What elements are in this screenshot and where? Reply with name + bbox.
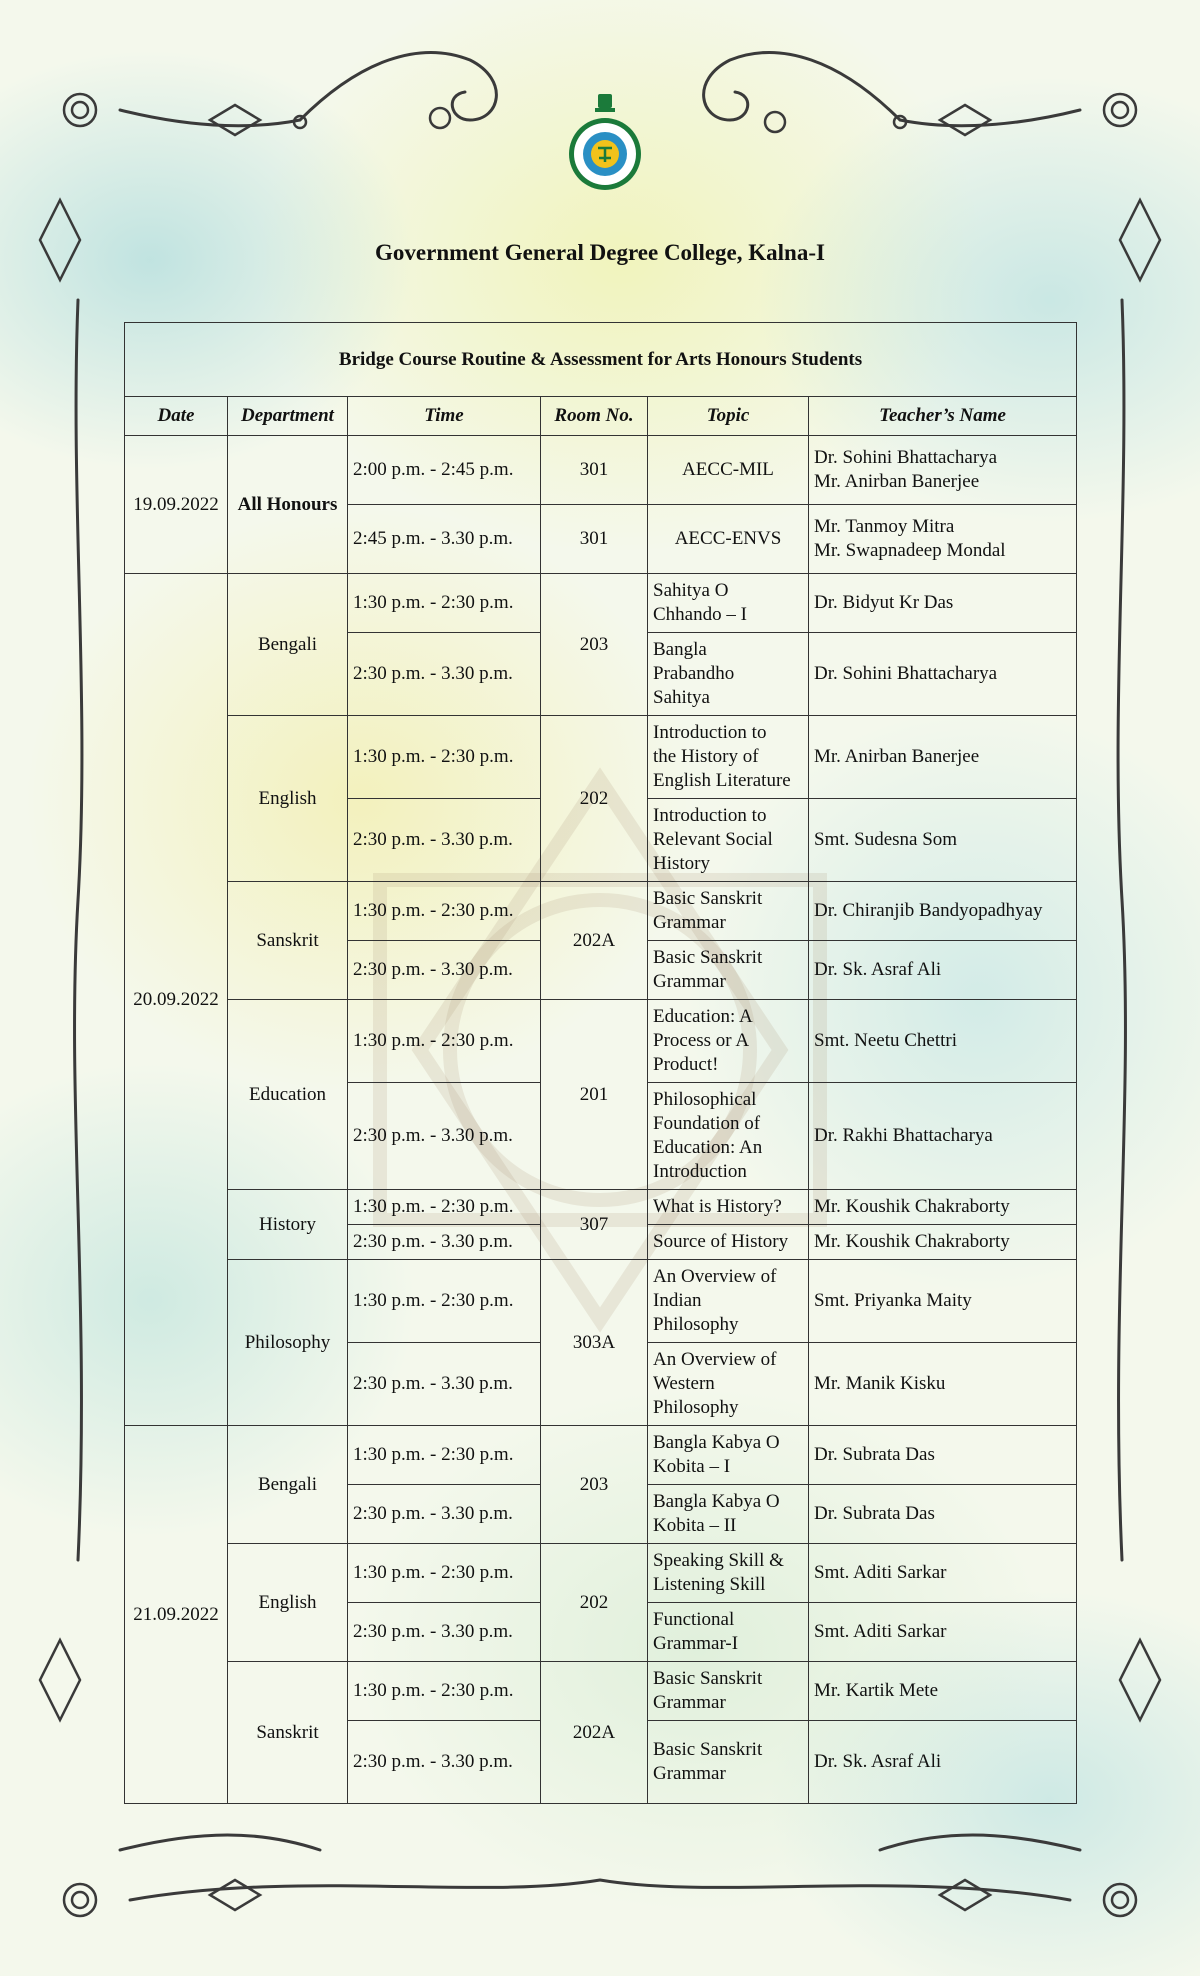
routine-heading-row (125, 323, 1077, 397)
column-header-time: Time (348, 397, 541, 436)
table-row (125, 716, 1077, 799)
routine-table (124, 322, 1077, 1804)
topic-cell: An Overview of Indian Philosophy (648, 1260, 809, 1343)
column-header-topic: Topic (648, 397, 809, 436)
time-cell: 1:30 p.m. - 2:30 p.m. (348, 1426, 541, 1485)
table-row (125, 1190, 1077, 1225)
topic-cell: Bangla Kabya O Kobita – I (648, 1426, 809, 1485)
department-cell: All Honours (228, 436, 348, 574)
time-cell: 2:45 p.m. - 3.30 p.m. (348, 505, 541, 574)
topic-cell: Introduction to the History of English Literature (648, 716, 809, 799)
topic-cell: An Overview of Western Philosophy (648, 1343, 809, 1426)
table-row (125, 1260, 1077, 1343)
teacher-cell: Smt. Aditi Sarkar (809, 1544, 1077, 1603)
department-cell: History (228, 1190, 348, 1260)
table-row (125, 1662, 1077, 1721)
department-cell: Bengali (228, 574, 348, 716)
time-cell: 2:30 p.m. - 3.30 p.m. (348, 941, 541, 1000)
teacher-cell: Mr. Manik Kisku (809, 1343, 1077, 1426)
topic-cell: Education: A Process or A Product! (648, 1000, 809, 1083)
room-cell: 303A (541, 1260, 648, 1426)
topic-cell: Bangla Kabya O Kobita – II (648, 1485, 809, 1544)
topic-cell: Speaking Skill & Listening Skill (648, 1544, 809, 1603)
room-cell: 203 (541, 574, 648, 716)
topic-cell: Sahitya O Chhando – I (648, 574, 809, 633)
topic-cell: Basic Sanskrit Grammar (648, 941, 809, 1000)
teacher-cell: Mr. Koushik Chakraborty (809, 1225, 1077, 1260)
teacher-cell: Dr. Sk. Asraf Ali (809, 1721, 1077, 1804)
table-row (125, 436, 1077, 505)
date-cell: 21.09.2022 (125, 1426, 228, 1804)
room-cell: 301 (541, 505, 648, 574)
time-cell: 1:30 p.m. - 2:30 p.m. (348, 1544, 541, 1603)
teacher-cell: Dr. Sohini Bhattacharya (809, 633, 1077, 716)
college-emblem-logo (566, 92, 644, 196)
teacher-cell: Smt. Sudesna Som (809, 799, 1077, 882)
routine-heading: Bridge Course Routine & Assessment for Arts Honours Students (125, 323, 1077, 397)
teacher-cell: Smt. Aditi Sarkar (809, 1603, 1077, 1662)
teacher-cell: Mr. Kartik Mete (809, 1662, 1077, 1721)
department-cell: Sanskrit (228, 1662, 348, 1804)
time-cell: 2:30 p.m. - 3.30 p.m. (348, 799, 541, 882)
department-cell: English (228, 716, 348, 882)
teacher-cell: Dr. Subrata Das (809, 1485, 1077, 1544)
topic-cell: Basic Sanskrit Grammar (648, 1662, 809, 1721)
topic-cell: Basic Sanskrit Grammar (648, 1721, 809, 1804)
column-header-teacher: Teacher’s Name (809, 397, 1077, 436)
teacher-cell: Dr. Bidyut Kr Das (809, 574, 1077, 633)
column-header-row (125, 397, 1077, 436)
time-cell: 1:30 p.m. - 2:30 p.m. (348, 882, 541, 941)
topic-cell: Introduction to Relevant Social History (648, 799, 809, 882)
table-row (125, 882, 1077, 941)
column-header-department: Department (228, 397, 348, 436)
column-header-room: Room No. (541, 397, 648, 436)
time-cell: 1:30 p.m. - 2:30 p.m. (348, 716, 541, 799)
topic-cell: Functional Grammar-I (648, 1603, 809, 1662)
time-cell: 2:30 p.m. - 3.30 p.m. (348, 1225, 541, 1260)
teacher-cell: Smt. Priyanka Maity (809, 1260, 1077, 1343)
department-cell: Education (228, 1000, 348, 1190)
topic-cell: Philosophical Foundation of Education: An Introduction (648, 1083, 809, 1190)
teacher-cell: Dr. Rakhi Bhattacharya (809, 1083, 1077, 1190)
topic-cell: What is History? (648, 1190, 809, 1225)
teacher-cell: Mr. Koushik Chakraborty (809, 1190, 1077, 1225)
teacher-cell: Dr. Chiranjib Bandyopadhyay (809, 882, 1077, 941)
time-cell: 2:30 p.m. - 3.30 p.m. (348, 1485, 541, 1544)
department-cell: Sanskrit (228, 882, 348, 1000)
topic-cell: Bangla Prabandho Sahitya (648, 633, 809, 716)
room-cell: 203 (541, 1426, 648, 1544)
time-cell: 1:30 p.m. - 2:30 p.m. (348, 1662, 541, 1721)
teacher-cell: Smt. Neetu Chettri (809, 1000, 1077, 1083)
table-row (125, 1426, 1077, 1485)
room-cell: 202 (541, 716, 648, 882)
teacher-cell: Mr. Tanmoy Mitra Mr. Swapnadeep Mondal (809, 505, 1077, 574)
time-cell: 2:30 p.m. - 3.30 p.m. (348, 1721, 541, 1804)
college-name-title: Government General Degree College, Kalna-I (375, 240, 825, 265)
teacher-cell: Dr. Subrata Das (809, 1426, 1077, 1485)
emblem-lion-capital-icon (595, 94, 615, 112)
time-cell: 1:30 p.m. - 2:30 p.m. (348, 1260, 541, 1343)
department-cell: Bengali (228, 1426, 348, 1544)
teacher-cell: Mr. Anirban Banerjee (809, 716, 1077, 799)
time-cell: 1:30 p.m. - 2:30 p.m. (348, 574, 541, 633)
time-cell: 2:30 p.m. - 3.30 p.m. (348, 1603, 541, 1662)
column-header-date: Date (125, 397, 228, 436)
time-cell: 2:30 p.m. - 3.30 p.m. (348, 1343, 541, 1426)
room-cell: 301 (541, 436, 648, 505)
time-cell: 2:00 p.m. - 2:45 p.m. (348, 436, 541, 505)
department-cell: English (228, 1544, 348, 1662)
time-cell: 2:30 p.m. - 3.30 p.m. (348, 1083, 541, 1190)
room-cell: 202A (541, 1662, 648, 1804)
time-cell: 1:30 p.m. - 2:30 p.m. (348, 1000, 541, 1083)
time-cell: 2:30 p.m. - 3.30 p.m. (348, 633, 541, 716)
topic-cell: Source of History (648, 1225, 809, 1260)
teacher-cell: Dr. Sohini Bhattacharya Mr. Anirban Banerjee (809, 436, 1077, 505)
time-cell: 1:30 p.m. - 2:30 p.m. (348, 1190, 541, 1225)
topic-cell: Basic Sanskrit Grammar (648, 882, 809, 941)
topic-cell: AECC-ENVS (648, 505, 809, 574)
table-row (125, 1544, 1077, 1603)
room-cell: 202 (541, 1544, 648, 1662)
table-row (125, 574, 1077, 633)
room-cell: 202A (541, 882, 648, 1000)
teacher-cell: Dr. Sk. Asraf Ali (809, 941, 1077, 1000)
room-cell: 307 (541, 1190, 648, 1260)
department-cell: Philosophy (228, 1260, 348, 1426)
topic-cell: AECC-MIL (648, 436, 809, 505)
date-cell: 19.09.2022 (125, 436, 228, 574)
room-cell: 201 (541, 1000, 648, 1190)
date-cell: 20.09.2022 (125, 574, 228, 1426)
table-row (125, 1000, 1077, 1083)
